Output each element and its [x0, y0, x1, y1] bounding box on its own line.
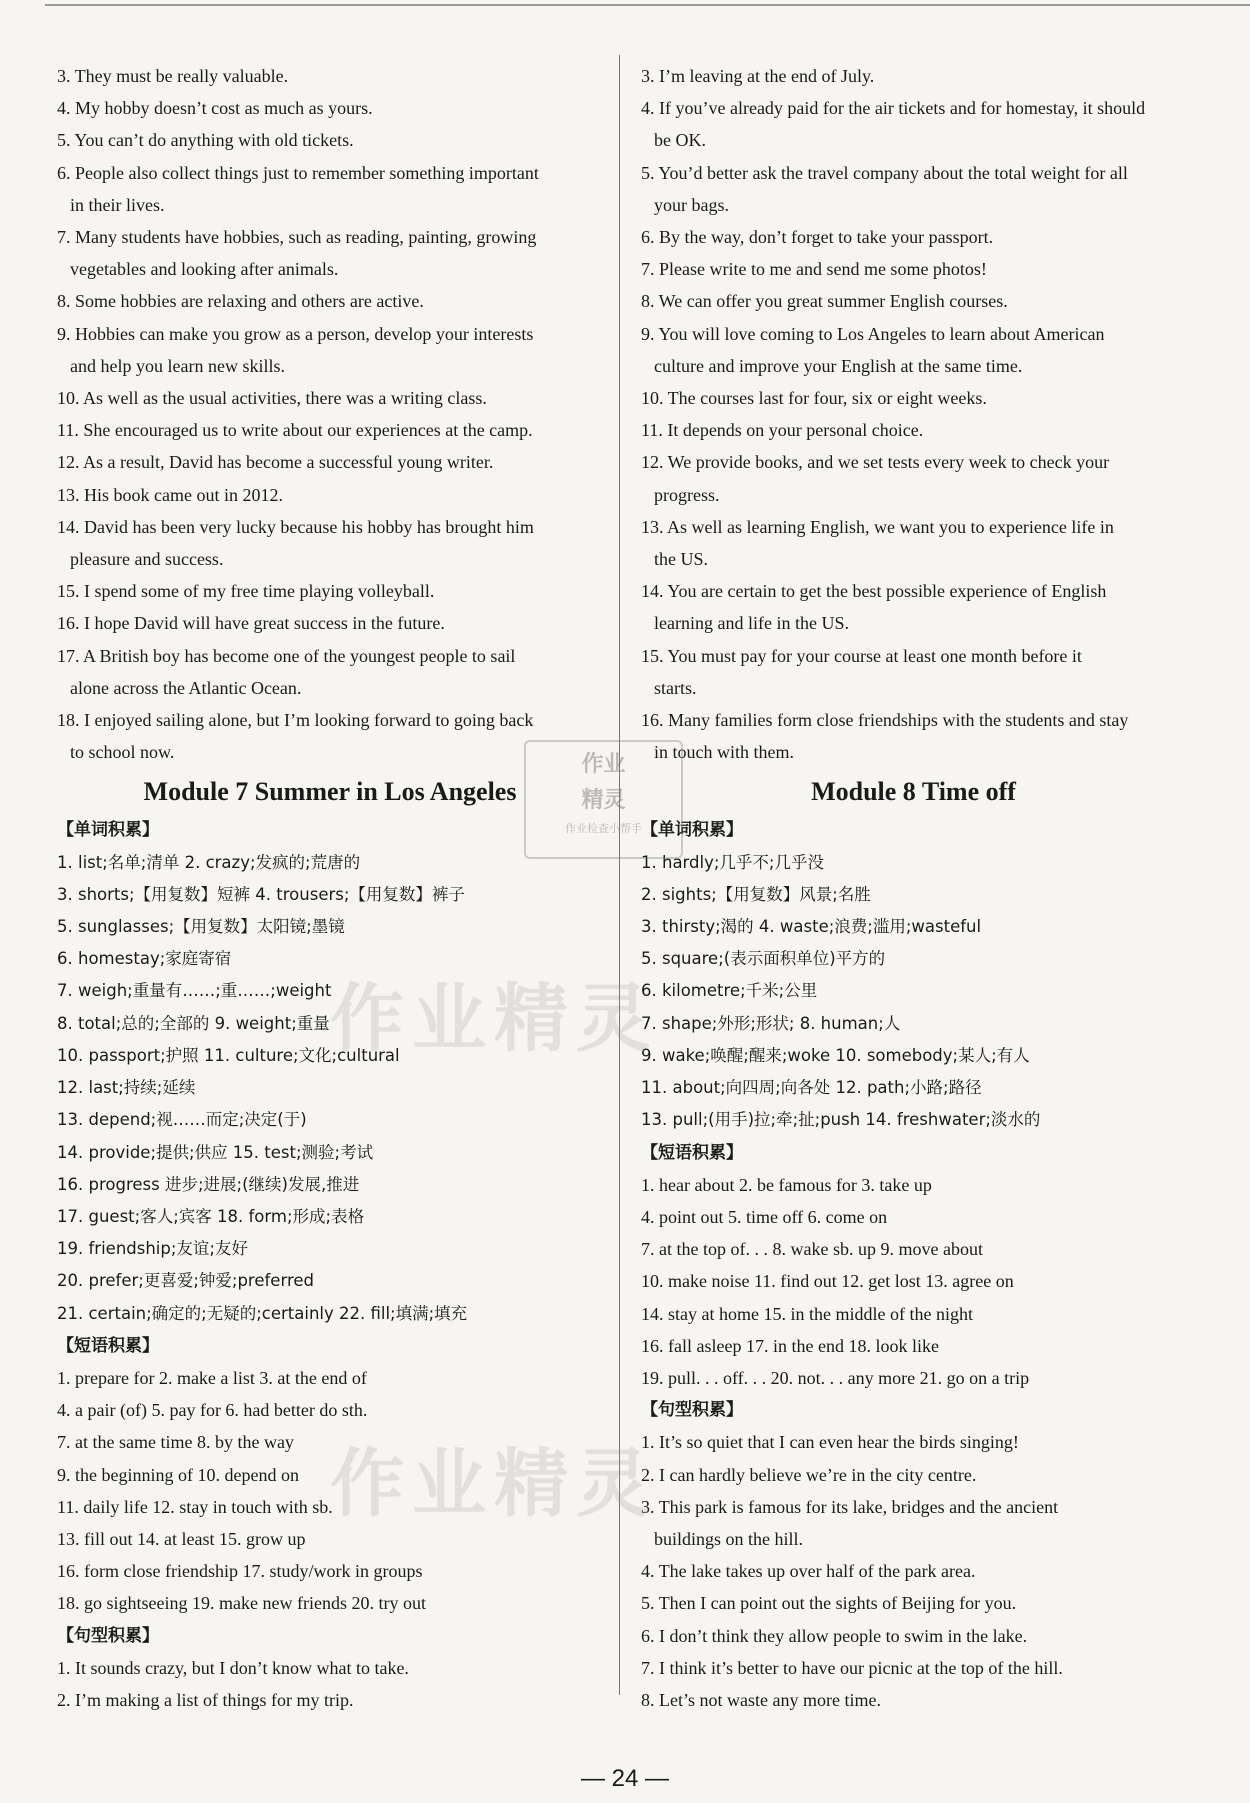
list-item: [57, 414, 603, 446]
list-item: 9. wake;唤醒;醒来;woke 10. somebody;某人;有人: [641, 1045, 1030, 1065]
list-item: 7. weigh;重量有……;重……;weight: [57, 981, 332, 1001]
item-line: 11. It depends on your personal choice.: [641, 420, 924, 441]
item-line: 18. I enjoyed sailing alone, but I’m looking forward to going back: [57, 710, 534, 731]
list-item: [641, 640, 1186, 704]
item-line: 13. His book came out in 2012.: [57, 484, 283, 505]
list-item: 16. progress 进步;进展;(继续)发展,推进: [57, 1174, 360, 1194]
item-line: 8. Some hobbies are relaxing and others are active.: [57, 291, 424, 312]
list-item: [57, 640, 603, 704]
item-line: 8. Let’s not waste any more time.: [641, 1689, 881, 1710]
list-item: [57, 382, 603, 414]
list-item: [641, 1587, 1186, 1619]
item-line: 7. I think it’s better to have our picnic at the top of the hill.: [641, 1657, 1063, 1678]
right-sentence-list: [641, 60, 1186, 768]
list-item: 1. It sounds crazy, but I don’t know what to take.: [57, 1657, 409, 1678]
watermark-text: 作业精灵: [330, 1441, 658, 1527]
list-item: 5. square;(表示面积单位)平方的: [641, 949, 886, 969]
list-item: [641, 1491, 1186, 1555]
list-item: 17. guest;客人;宾客 18. form;形成;表格: [57, 1206, 365, 1226]
list-item: 13. depend;视……而定;决定(于): [57, 1110, 307, 1130]
list-item: [641, 285, 1186, 317]
item-line: 7. Please write to me and send me some photos!: [641, 259, 987, 280]
list-item: 2. I’m making a list of things for my trip.: [57, 1689, 354, 1710]
list-item: 13. fill out 14. at least 15. grow up: [57, 1528, 306, 1549]
item-line: 14. You are certain to get the best possible experience of English: [641, 581, 1107, 602]
item-line: 15. I spend some of my free time playing volleyball.: [57, 581, 435, 602]
list-item: [641, 92, 1186, 156]
list-item: [641, 157, 1186, 221]
item-line: 15. You must pay for your course at least one month before it: [641, 645, 1082, 666]
list-item: 12. last;持续;延续: [57, 1078, 196, 1098]
phrase-header: 【短语积累】: [57, 1335, 159, 1356]
list-item: 10. make noise 11. find out 12. get lost 13. agree on: [641, 1271, 1014, 1292]
stamp-line-3: 作业检查小帮手: [565, 822, 642, 835]
list-item: [641, 1459, 1186, 1491]
list-item: [641, 1620, 1186, 1652]
list-item: [641, 1426, 1186, 1458]
item-line-continuation: buildings on the hill.: [654, 1528, 804, 1549]
item-line: 12. We provide books, and we set tests every week to check your: [641, 452, 1110, 473]
module-7-title: Module 7 Summer in Los Angeles: [143, 777, 517, 807]
list-item: [641, 575, 1186, 639]
stamp-line-2: 精灵: [581, 788, 626, 813]
list-item: [641, 704, 1186, 768]
right-phrase-list: [641, 1169, 1186, 1394]
list-item: 20. prefer;更喜爱;钟爱;preferred: [57, 1271, 314, 1291]
item-line-continuation: your bags.: [654, 194, 729, 215]
list-item: 19. pull. . . off. . . 20. not. . . any more 21. go on a trip: [641, 1367, 1030, 1388]
list-item: [57, 60, 603, 92]
list-item: [641, 1652, 1186, 1684]
item-line: 10. The courses last for four, six or eight weeks.: [641, 388, 987, 409]
sentence-header: 【句型积累】: [57, 1625, 159, 1646]
list-item: 14. stay at home 15. in the middle of the night: [641, 1303, 973, 1324]
item-line: 9. You will love coming to Los Angeles to learn about American: [641, 323, 1105, 344]
list-item: 11. daily life 12. stay in touch with sb.: [57, 1496, 333, 1517]
item-line-continuation: in their lives.: [70, 194, 165, 215]
item-line: 4. If you’ve already paid for the air tickets and for homestay, it should: [641, 98, 1146, 119]
left-sentence-pattern-list: [57, 1652, 603, 1716]
item-line: 8. We can offer you great summer English courses.: [641, 291, 1008, 312]
list-item: 16. fall asleep 17. in the end 18. look like: [641, 1335, 939, 1356]
list-item: 1. list;名单;清单 2. crazy;发疯的;荒唐的: [57, 852, 361, 872]
watermark-text: 作业精灵: [330, 976, 658, 1062]
list-item: 9. the beginning of 10. depend on: [57, 1464, 299, 1485]
list-item: 7. shape;外形;形状; 8. human;人: [641, 1013, 901, 1033]
list-item: [641, 221, 1186, 253]
list-item: 8. total;总的;全部的 9. weight;重量: [57, 1013, 330, 1033]
item-line: 14. David has been very lucky because his hobby has brought him: [57, 516, 534, 537]
item-line: 1. It’s so quiet that I can even hear the birds singing!: [641, 1432, 1019, 1453]
item-line: 11. She encouraged us to write about our experiences at the camp.: [57, 420, 533, 441]
list-item: 19. friendship;友谊;友好: [57, 1239, 248, 1259]
right-sentence-pattern-list: [641, 1426, 1186, 1716]
watermark-stamp: [524, 740, 683, 859]
item-line: 5. Then I can point out the sights of Beijing for you.: [641, 1593, 1017, 1614]
item-line-continuation: in touch with them.: [654, 742, 794, 763]
item-line: 10. As well as the usual activities, there was a writing class.: [57, 388, 487, 409]
list-item: [57, 221, 603, 285]
list-item: [57, 285, 603, 317]
item-line-continuation: culture and improve your English at the same time.: [654, 355, 1023, 376]
list-item: [57, 607, 603, 639]
list-item: [57, 157, 603, 221]
item-line: 5. You can’t do anything with old tickets.: [57, 130, 354, 151]
item-line-continuation: be OK.: [654, 130, 706, 151]
item-line-continuation: to school now.: [70, 742, 175, 763]
item-line: 9. Hobbies can make you grow as a person, develop your interests: [57, 323, 534, 344]
list-item: [57, 704, 603, 768]
item-line: 13. As well as learning English, we want you to experience life in: [641, 516, 1114, 537]
sentence-header: 【句型积累】: [641, 1400, 743, 1421]
list-item: 18. go sightseeing 19. make new friends 20. try out: [57, 1593, 426, 1614]
page-number: — 24 —: [580, 1765, 670, 1792]
item-line: 12. As a result, David has become a successful young writer.: [57, 452, 494, 473]
list-item: [57, 124, 603, 156]
list-item: 2. sights;【用复数】风景;名胜: [641, 884, 871, 904]
item-line-continuation: starts.: [654, 677, 697, 698]
list-item: 3. shorts;【用复数】短裤 4. trousers;【用复数】裤子: [57, 884, 465, 904]
list-item: [641, 318, 1186, 382]
item-line: 7. Many students have hobbies, such as reading, painting, growing: [57, 227, 537, 248]
top-rule: [45, 4, 1250, 6]
list-item: [57, 318, 603, 382]
list-item: 4. point out 5. time off 6. come on: [641, 1206, 888, 1227]
item-line: 2. I can hardly believe we’re in the city centre.: [641, 1464, 977, 1485]
list-item: [57, 479, 603, 511]
list-item: 1. hear about 2. be famous for 3. take up: [641, 1174, 932, 1195]
item-line: 4. My hobby doesn’t cost as much as yours.: [57, 98, 373, 119]
item-line: 6. I don’t think they allow people to swim in the lake.: [641, 1625, 1028, 1646]
stamp-line-1: 作业: [581, 752, 626, 777]
list-item: 10. passport;护照 11. culture;文化;cultural: [57, 1045, 400, 1065]
item-line-continuation: the US.: [654, 549, 708, 570]
left-sentence-list: [57, 60, 603, 768]
vocab-header: 【单词积累】: [641, 820, 743, 841]
list-item: [641, 253, 1186, 285]
list-item: 7. at the same time 8. by the way: [57, 1432, 294, 1453]
list-item: [57, 575, 603, 607]
item-line: 16. Many families form close friendships with the students and stay: [641, 710, 1129, 731]
item-line: 6. People also collect things just to remember something important: [57, 162, 539, 183]
list-item: 1. prepare for 2. make a list 3. at the end of: [57, 1367, 367, 1388]
list-item: 16. form close friendship 17. study/work in groups: [57, 1561, 423, 1582]
left-vocab-list: [57, 847, 603, 1330]
list-item: 3. thirsty;渴的 4. waste;浪费;滥用;wasteful: [641, 917, 982, 937]
list-item: [641, 446, 1186, 510]
list-item: 5. sunglasses;【用复数】太阳镜;墨镜: [57, 917, 345, 937]
list-item: [57, 511, 603, 575]
phrase-header: 【短语积累】: [641, 1142, 743, 1163]
list-item: 13. pull;(用手)拉;牵;扯;push 14. freshwater;淡水的: [641, 1110, 1041, 1130]
list-item: 6. homestay;家庭寄宿: [57, 949, 232, 969]
list-item: 11. about;向四周;向各处 12. path;小路;路径: [641, 1078, 982, 1098]
item-line: 3. I’m leaving at the end of July.: [641, 66, 875, 86]
item-line-continuation: and help you learn new skills.: [70, 355, 285, 376]
item-line: 5. You’d better ask the travel company about the total weight for all: [641, 162, 1128, 183]
list-item: [641, 1555, 1186, 1587]
list-item: [641, 511, 1186, 575]
item-line: 6. By the way, don’t forget to take your passport.: [641, 227, 994, 248]
item-line: 3. This park is famous for its lake, bridges and the ancient: [641, 1496, 1059, 1517]
item-line-continuation: pleasure and success.: [70, 549, 224, 570]
list-item: 7. at the top of. . . 8. wake sb. up 9. move about: [641, 1239, 983, 1260]
item-line: 16. I hope David will have great success in the future.: [57, 613, 445, 634]
list-item: 1. hardly;几乎不;几乎没: [641, 852, 824, 872]
item-line: 4. The lake takes up over half of the park area.: [641, 1561, 976, 1582]
list-item: [57, 92, 603, 124]
list-item: 6. kilometre;千米;公里: [641, 981, 818, 1001]
item-line-continuation: vegetables and looking after animals.: [70, 259, 339, 280]
list-item: 4. a pair (of) 5. pay for 6. had better do sth.: [57, 1400, 368, 1421]
item-line-continuation: progress.: [654, 484, 720, 505]
right-column: [641, 60, 1186, 1716]
list-item: [57, 446, 603, 478]
item-line-continuation: alone across the Atlantic Ocean.: [70, 677, 302, 698]
list-item: [641, 382, 1186, 414]
vocab-header: 【单词积累】: [57, 820, 159, 841]
module-8-title: Module 8 Time off: [811, 777, 1016, 807]
list-item: [641, 1684, 1186, 1716]
item-line: 3. They must be really valuable.: [57, 66, 289, 86]
list-item: 21. certain;确定的;无疑的;certainly 22. fill;填满;填充: [57, 1303, 468, 1323]
right-vocab-list: [641, 847, 1186, 1137]
item-line: 17. A British boy has become one of the youngest people to sail: [57, 645, 516, 666]
list-item: [641, 414, 1186, 446]
list-item: [641, 60, 1186, 92]
list-item: 14. provide;提供;供应 15. test;测验;考试: [57, 1142, 374, 1162]
item-line-continuation: learning and life in the US.: [654, 613, 849, 634]
